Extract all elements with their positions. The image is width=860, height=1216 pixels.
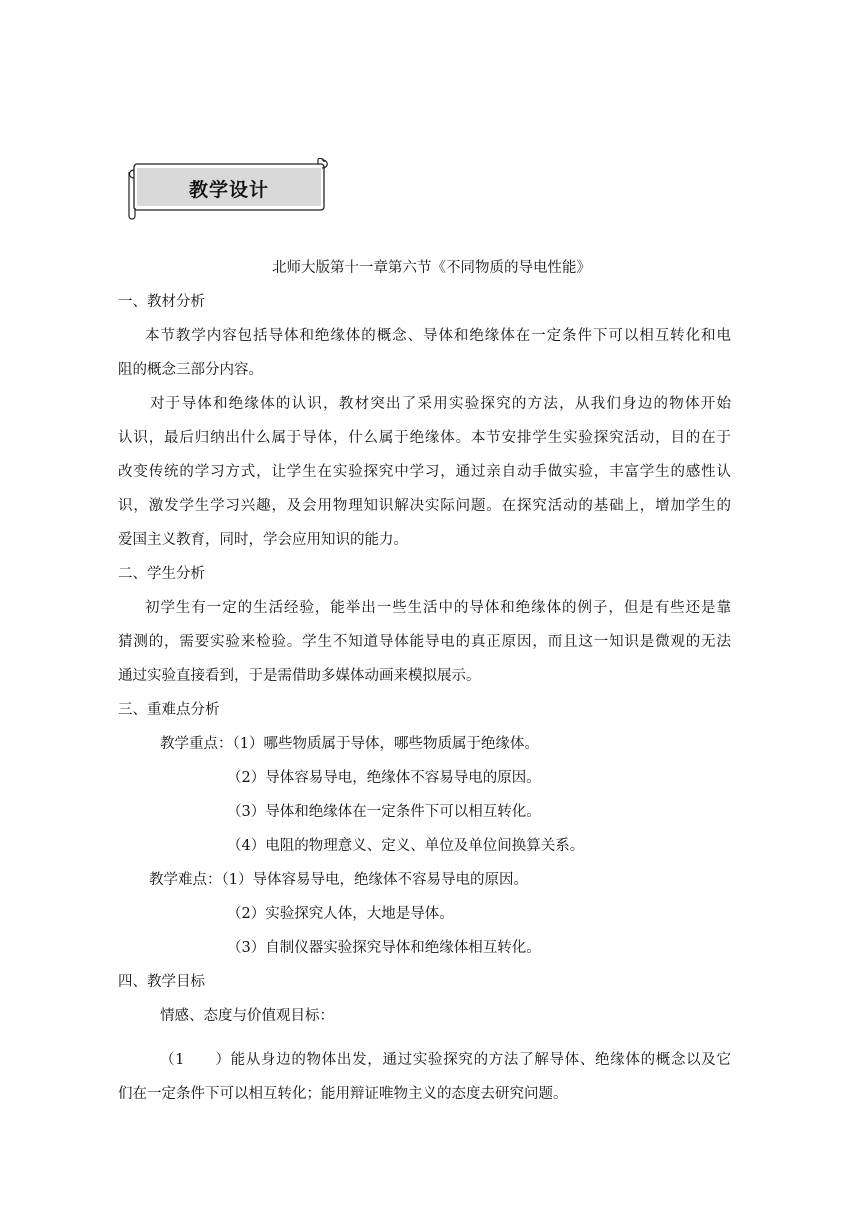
- section-heading-4: 四、教学目标: [118, 974, 205, 990]
- paragraph-line: 猜测的，需要实验来检验。学生不知道导体能导电的真正原因，而且这一知识是微观的无法: [118, 634, 731, 650]
- section-heading-3: 三、重难点分析: [118, 702, 220, 718]
- paragraph-line: 认识，最后归纳出什么属于导体，什么属于绝缘体。本节安排学生实验探究活动，目的在于: [118, 430, 731, 446]
- paragraph-line: 对于导体和绝缘体的认识，教材突出了采用实验探究的方法，从我们身边的物体开始: [150, 396, 731, 412]
- paragraph-line: 本节教学内容包括导体和绝缘体的概念、导体和绝缘体在一定条件下可以相互转化和电: [145, 328, 731, 344]
- paragraph-line: 爱国主义教育，同时，学会应用知识的能力。: [118, 532, 408, 548]
- objective-item-line: 们在一定条件下可以相互转化；能用辩证唯物主义的态度去研究问题。: [118, 1086, 568, 1102]
- difficult-point-line: 教学难点：（1）导体容易导电，绝缘体不容易导电的原因。: [149, 872, 528, 888]
- paragraph-line: 初学生有一定的生活经验，能举出一些生活中的导体和绝缘体的例子，但是有些还是靠: [145, 600, 731, 616]
- key-point-line: （4）电阻的物理意义、定义、单位及单位间换算关系。: [227, 838, 585, 854]
- key-point-line: 教学重点：（1）哪些物质属于导体，哪些物质属于绝缘体。: [160, 736, 539, 752]
- objective-item-line: （1 ）能从身边的物体出发，通过实验探究的方法了解导体、绝缘体的概念以及它: [160, 1052, 731, 1068]
- difficult-point-line: （3）自制仪器实验探究导体和绝缘体相互转化。: [227, 940, 541, 956]
- key-point-line: （3）导体和绝缘体在一定条件下可以相互转化。: [227, 804, 541, 820]
- paragraph-line: 阻的概念三部分内容。: [118, 362, 263, 378]
- objective-subheading: 情感、态度与价值观目标：: [160, 1008, 334, 1024]
- section-heading-2: 二、学生分析: [118, 566, 205, 582]
- key-point-line: （2）导体容易导电，绝缘体不容易导电的原因。: [227, 770, 541, 786]
- document-subtitle: 北师大版第十一章第六节《不同物质的导电性能》: [272, 260, 591, 276]
- paragraph-line: 识，激发学生学习兴趣，及会用物理知识解决实际问题。在探究活动的基础上，增加学生的: [118, 498, 731, 514]
- banner-title: 教学设计: [188, 179, 269, 201]
- paragraph-line: 改变传统的学习方式，让学生在实验探究中学习，通过亲自动手做实验，丰富学生的感性认: [118, 464, 731, 480]
- difficult-point-line: （2）实验探究人体，大地是导体。: [227, 906, 454, 922]
- paragraph-line: 通过实验直接看到，于是需借助多媒体动画来模拟展示。: [118, 668, 481, 684]
- section-heading-1: 一、教材分析: [118, 294, 205, 310]
- title-banner: [126, 158, 330, 220]
